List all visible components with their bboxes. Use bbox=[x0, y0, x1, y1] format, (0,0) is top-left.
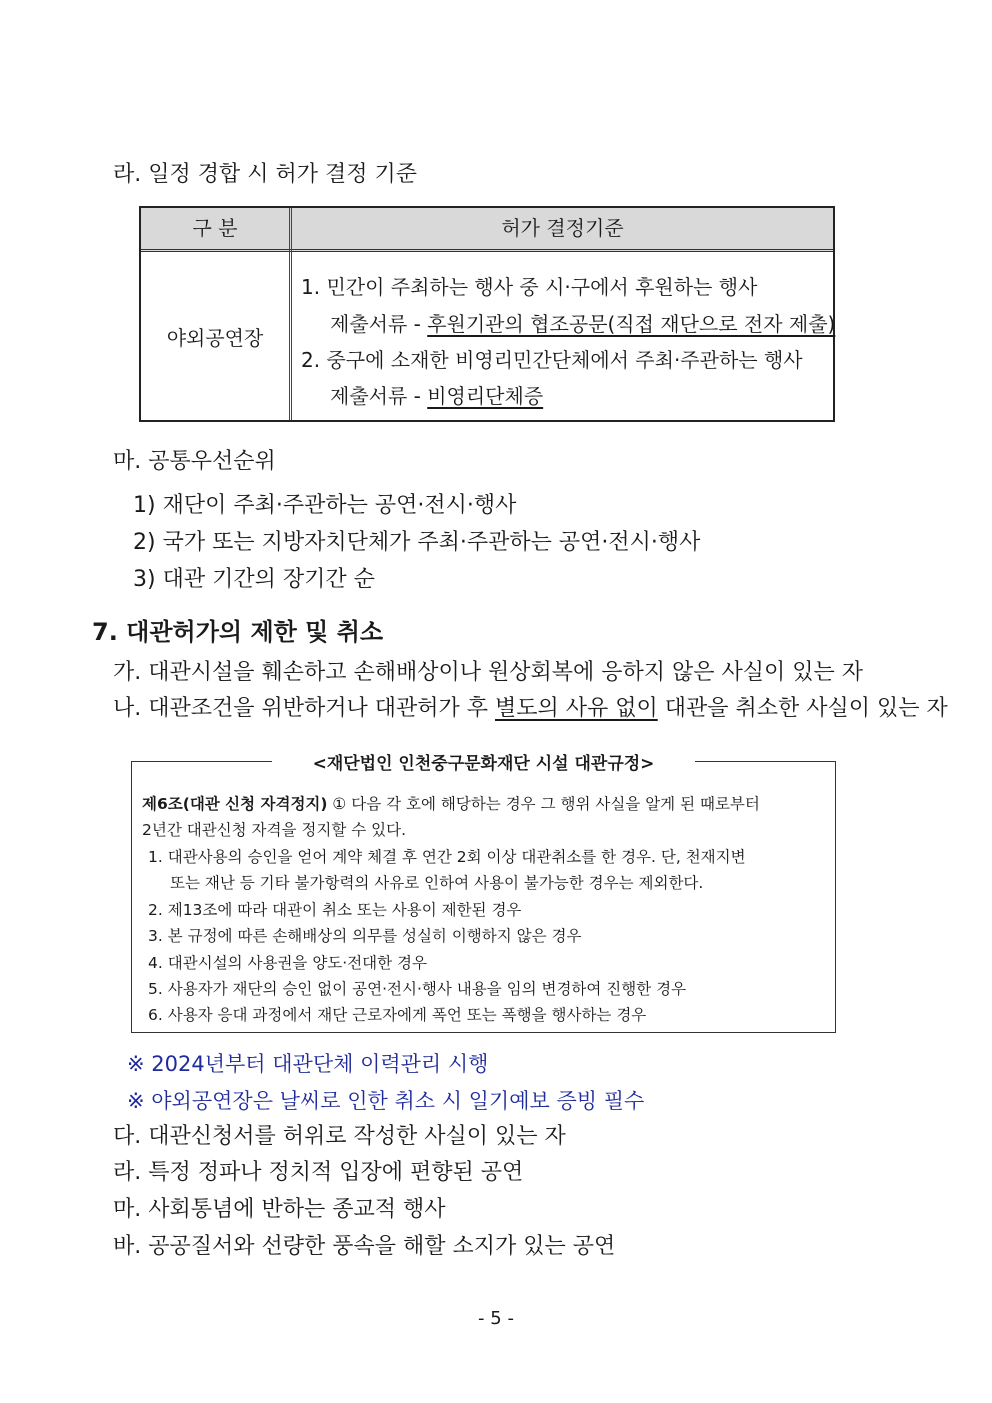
regulation-item: 3. 본 규정에 따른 손해배상의 의무를 성실히 이행하지 않은 경우 bbox=[148, 927, 582, 945]
regulation-article-line2: 2년간 대관신청 자격을 정지할 수 있다. bbox=[142, 821, 407, 839]
regulation-item: 1. 대관사용의 승인을 얻어 계약 체결 후 연간 2회 이상 대관취소를 한 경우. 단, 천재지변 bbox=[148, 848, 746, 866]
criteria-item-1: 1. 민간이 주최하는 행사 중 시·구에서 후원하는 행사 bbox=[301, 275, 758, 299]
regulation-item: 6. 사용자 응대 과정에서 재단 근로자에게 폭언 또는 폭행을 행사하는 경우 bbox=[148, 1006, 647, 1024]
priority-item-1: 1) 재단이 주최·주관하는 공연·전시·행사 bbox=[133, 493, 517, 518]
criteria-item-2-docs: 제출서류 - 비영리단체증 bbox=[330, 384, 544, 408]
priority-item-2: 2) 국가 또는 지방자치단체가 주최·주관하는 공연·전시·행사 bbox=[133, 530, 701, 555]
restriction-ma: 마. 사회통념에 반하는 종교적 행사 bbox=[113, 1197, 446, 1222]
restriction-ga: 가. 대관시설을 훼손하고 손해배상이나 원상회복에 응하지 않은 사실이 있는 자 bbox=[113, 660, 863, 685]
criteria-item-2-doc-name: 비영리단체증 bbox=[427, 384, 544, 408]
priority-item-3: 3) 대관 기간의 장기간 순 bbox=[133, 567, 375, 592]
regulation-item: 4. 대관시설의 사용권을 양도·전대한 경우 bbox=[148, 954, 427, 972]
criteria-item-1-docs: 제출서류 - 후원기관의 협조공문(직접 재단으로 전자 제출) bbox=[330, 312, 836, 336]
restriction-na-underline: 별도의 사유 없이 bbox=[495, 696, 658, 721]
table-header-category: 구 분 bbox=[192, 216, 238, 240]
regulation-item: 2. 제13조에 따라 대관이 취소 또는 사용이 제한된 경우 bbox=[148, 901, 522, 919]
restriction-na: 나. 대관조건을 위반하거나 대관허가 후 별도의 사유 없이 대관을 취소한 사실이 있는 자 bbox=[113, 696, 948, 721]
section-7-heading: 7. 대관허가의 제한 및 취소 bbox=[92, 618, 384, 646]
regulation-article: 제6조(대관 신청 자격정지) ① 다음 각 호에 해당하는 경우 그 행위 사실을 알게 된 때로부터 bbox=[142, 795, 760, 813]
regulation-item: 또는 재난 등 기타 불가항력의 사유로 인하여 사용이 불가능한 경우는 제외한다. bbox=[170, 874, 704, 892]
criteria-item-2: 2. 중구에 소재한 비영리민간단체에서 주최·주관하는 행사 bbox=[301, 348, 803, 372]
restriction-da: 다. 대관신청서를 허위로 작성한 사실이 있는 자 bbox=[113, 1124, 566, 1149]
note-weather-evidence: ※ 야외공연장은 날씨로 인한 취소 시 일기예보 증빙 필수 bbox=[127, 1089, 645, 1113]
note-history-management: ※ 2024년부터 대관단체 이력관리 시행 bbox=[127, 1052, 489, 1076]
table-header-criteria: 허가 결정기준 bbox=[501, 216, 624, 240]
page-number: - 5 - bbox=[478, 1308, 514, 1329]
regulation-item: 5. 사용자가 재단의 승인 없이 공연·전시·행사 내용을 임의 변경하여 진행한 경우 bbox=[148, 980, 687, 998]
regulation-article-title: 제6조(대관 신청 자격정지) bbox=[142, 795, 328, 813]
criteria-item-1-doc-name: 후원기관의 협조공문(직접 재단으로 전자 제출) bbox=[427, 312, 836, 336]
table-row-label: 야외공연장 bbox=[166, 325, 264, 350]
regulation-title: <재단법인 인천중구문화재단 시설 대관규정> bbox=[272, 749, 695, 774]
restriction-ra: 라. 특정 정파나 정치적 입장에 편향된 공연 bbox=[113, 1160, 524, 1185]
restriction-ba: 바. 공공질서와 선량한 풍속을 해할 소지가 있는 공연 bbox=[113, 1234, 616, 1259]
section-ra-heading: 라. 일정 경합 시 허가 결정 기준 bbox=[113, 162, 417, 187]
permission-criteria-table bbox=[139, 206, 835, 422]
regulation-box bbox=[131, 754, 836, 1033]
section-ma-heading: 마. 공통우선순위 bbox=[113, 449, 276, 474]
